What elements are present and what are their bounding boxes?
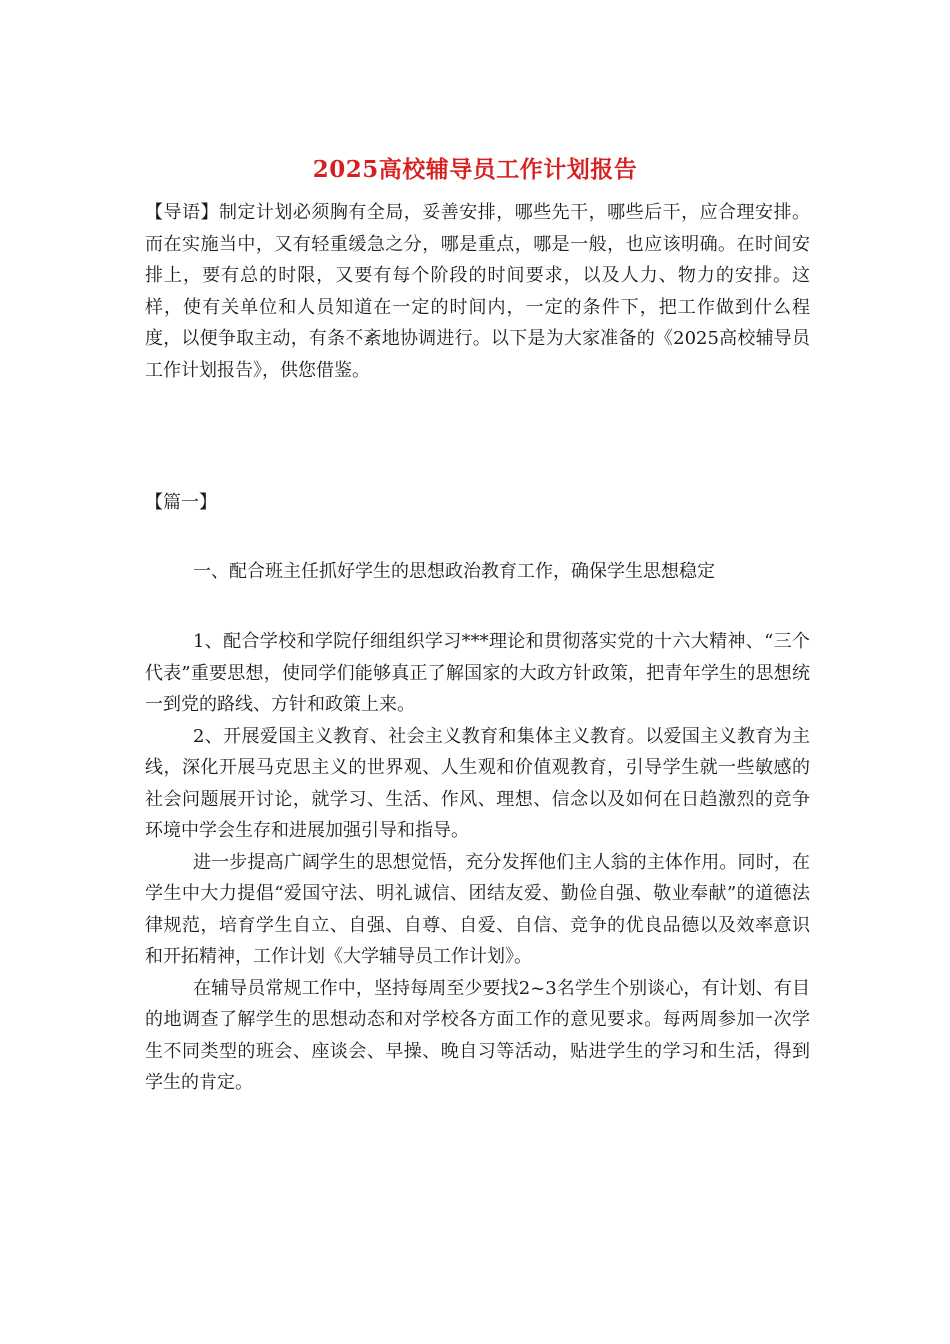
document-title: 2025高校辅导员工作计划报告: [312, 156, 638, 183]
paragraph-1: 1、配合学校和学院仔细组织学习***理论和贯彻落实党的十六大精神、“三个代表”重要思想，使同学们能够真正了解国家的大政方针政策，把青年学生的思想统一到党的路线、方针和政策上来。: [145, 631, 810, 715]
body-paragraphs: [145, 626, 810, 1099]
section-label: 【篇一】: [145, 492, 217, 513]
intro-paragraph: 【导语】制定计划必须胸有全局，妥善安排，哪些先干，哪些后干，应合理安排。而在实施当中，又有轻重缓急之分，哪是重点，哪是一般，也应该明确。在时间安排上，要有总的时限，又要有每个阶段的时间要求，以及人力、物力的安排。这样，使有关单位和人员知道在一定的时间内，一定的条件下，把工作做到什么程度，以便争取主动，有条不紊地协调进行。以下是为大家准备的《2025高校辅导员工作计划报告》，供您借鉴。: [145, 202, 810, 381]
paragraph-4: 在辅导员常规工作中，坚持每周至少要找2~3名学生个别谈心，有计划、有目的地调查了解学生的思想动态和对学校各方面工作的意见要求。每两周参加一次学生不同类型的班会、座谈会、早操、晚自习等活动，贴进学生的学习和生活，得到学生的肯定。: [145, 977, 810, 1093]
paragraph-2: 2、开展爱国主义教育、社会主义教育和集体主义教育。以爱国主义教育为主线，深化开展马克思主义的世界观、人生观和价值观教育，引导学生就一些敏感的社会问题展开讨论，就学习、生活、作风、理想、信念以及如何在日趋激烈的竞争环境中学会生存和进展加强引导和指导。: [145, 725, 810, 841]
paragraph-3: 进一步提高广阔学生的思想觉悟，充分发挥他们主人翁的主体作用。同时，在学生中大力提倡“爱国守法、明礼诚信、团结友爱、勤俭自强、敬业奉献”的道德法律规范，培育学生自立、自强、自尊、自爱、自信、竞争的优良品德以及效率意识和开拓精神，工作计划《大学辅导员工作计划》。: [145, 851, 810, 967]
section-heading: 一、配合班主任抓好学生的思想政治教育工作，确保学生思想稳定: [193, 561, 715, 582]
